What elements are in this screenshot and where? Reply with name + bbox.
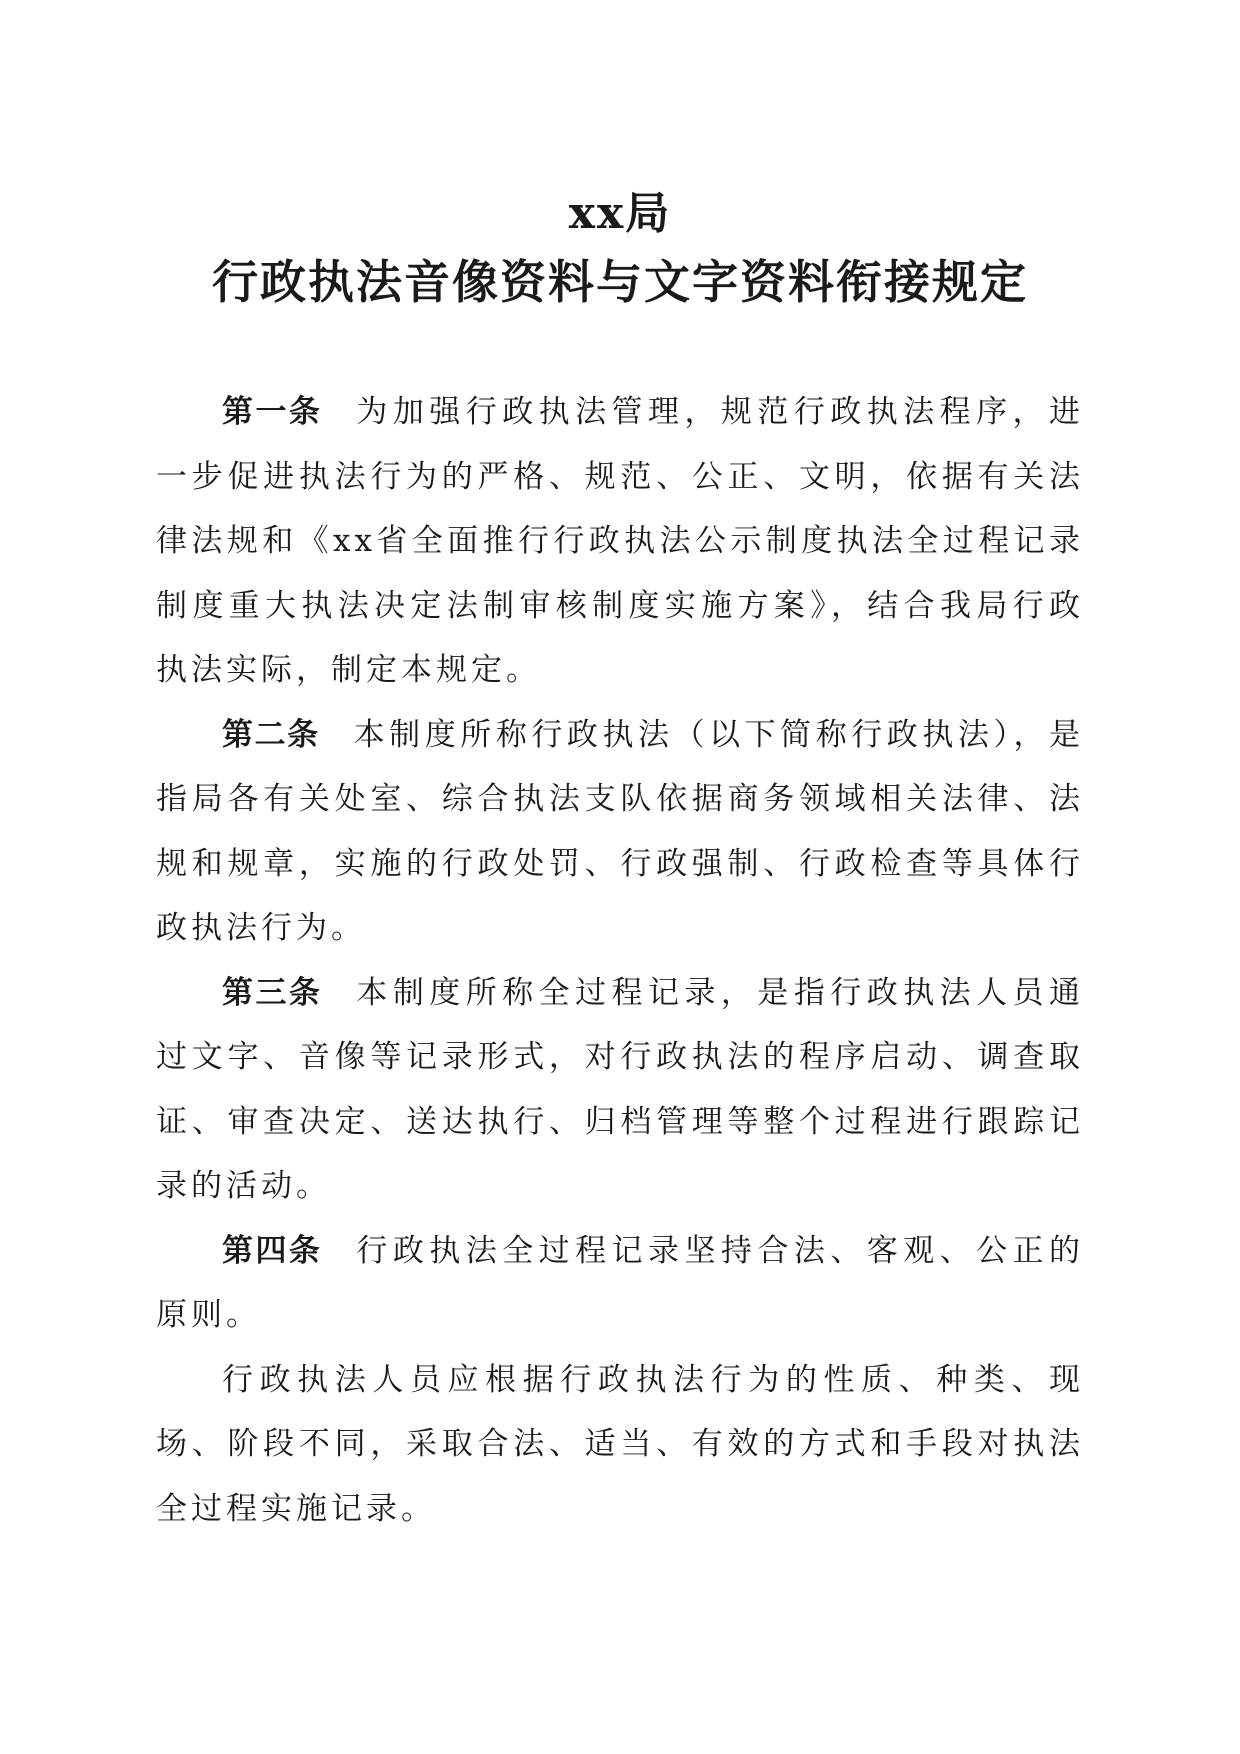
article-4-paragraph-2: 行政执法人员应根据行政执法行为的性质、种类、现场、阶段不同，采取合法、适当、有效的方式和手段对执法全过程实施记录。 xyxy=(156,1361,1084,1527)
article-2 xyxy=(156,703,1084,961)
article-4-number: 第四条 xyxy=(222,1232,323,1269)
document-title: 行政执法音像资料与文字资料衔接规定 xyxy=(212,255,1028,309)
article-2-number: 第二条 xyxy=(222,716,320,753)
article-1-number: 第一条 xyxy=(222,394,323,430)
article-3-text: 本制度所称全过程记录，是指行政执法人员通过文字、音像等记录形式，对行政执法的程序启动、调查取证、审查决定、送达执行、归档管理等整个过程进行跟踪记录的活动。 xyxy=(156,974,1085,1204)
article-4-text: 行政执法全过程记录坚持合法、客观、公正的原则。 xyxy=(156,1232,1085,1333)
article-4 xyxy=(156,1219,1084,1348)
article-1 xyxy=(156,380,1084,703)
article-3-number: 第三条 xyxy=(222,974,323,1011)
article-3 xyxy=(156,961,1084,1219)
document-body xyxy=(156,380,1084,1541)
article-2-text: 本制度所称行政执法（以下简称行政执法），是指局各有关处室、综合执法支队依据商务领域相关法律、法规和规章，实施的行政处罚、行政强制、行政检查等具体行政执法行为。 xyxy=(156,716,1085,946)
article-1-text: 为加强行政执法管理，规范行政执法程序，进一步促进执法行为的严格、规范、公正、文明，依据有关法律法规和《xx省全面推行行政执法公示制度执法全过程记录制度重大执法决定法制审核制度实施方案》，结合我局行政执法实际，制定本规定。 xyxy=(156,394,1085,688)
document-org-title: xx局 xyxy=(568,188,672,239)
